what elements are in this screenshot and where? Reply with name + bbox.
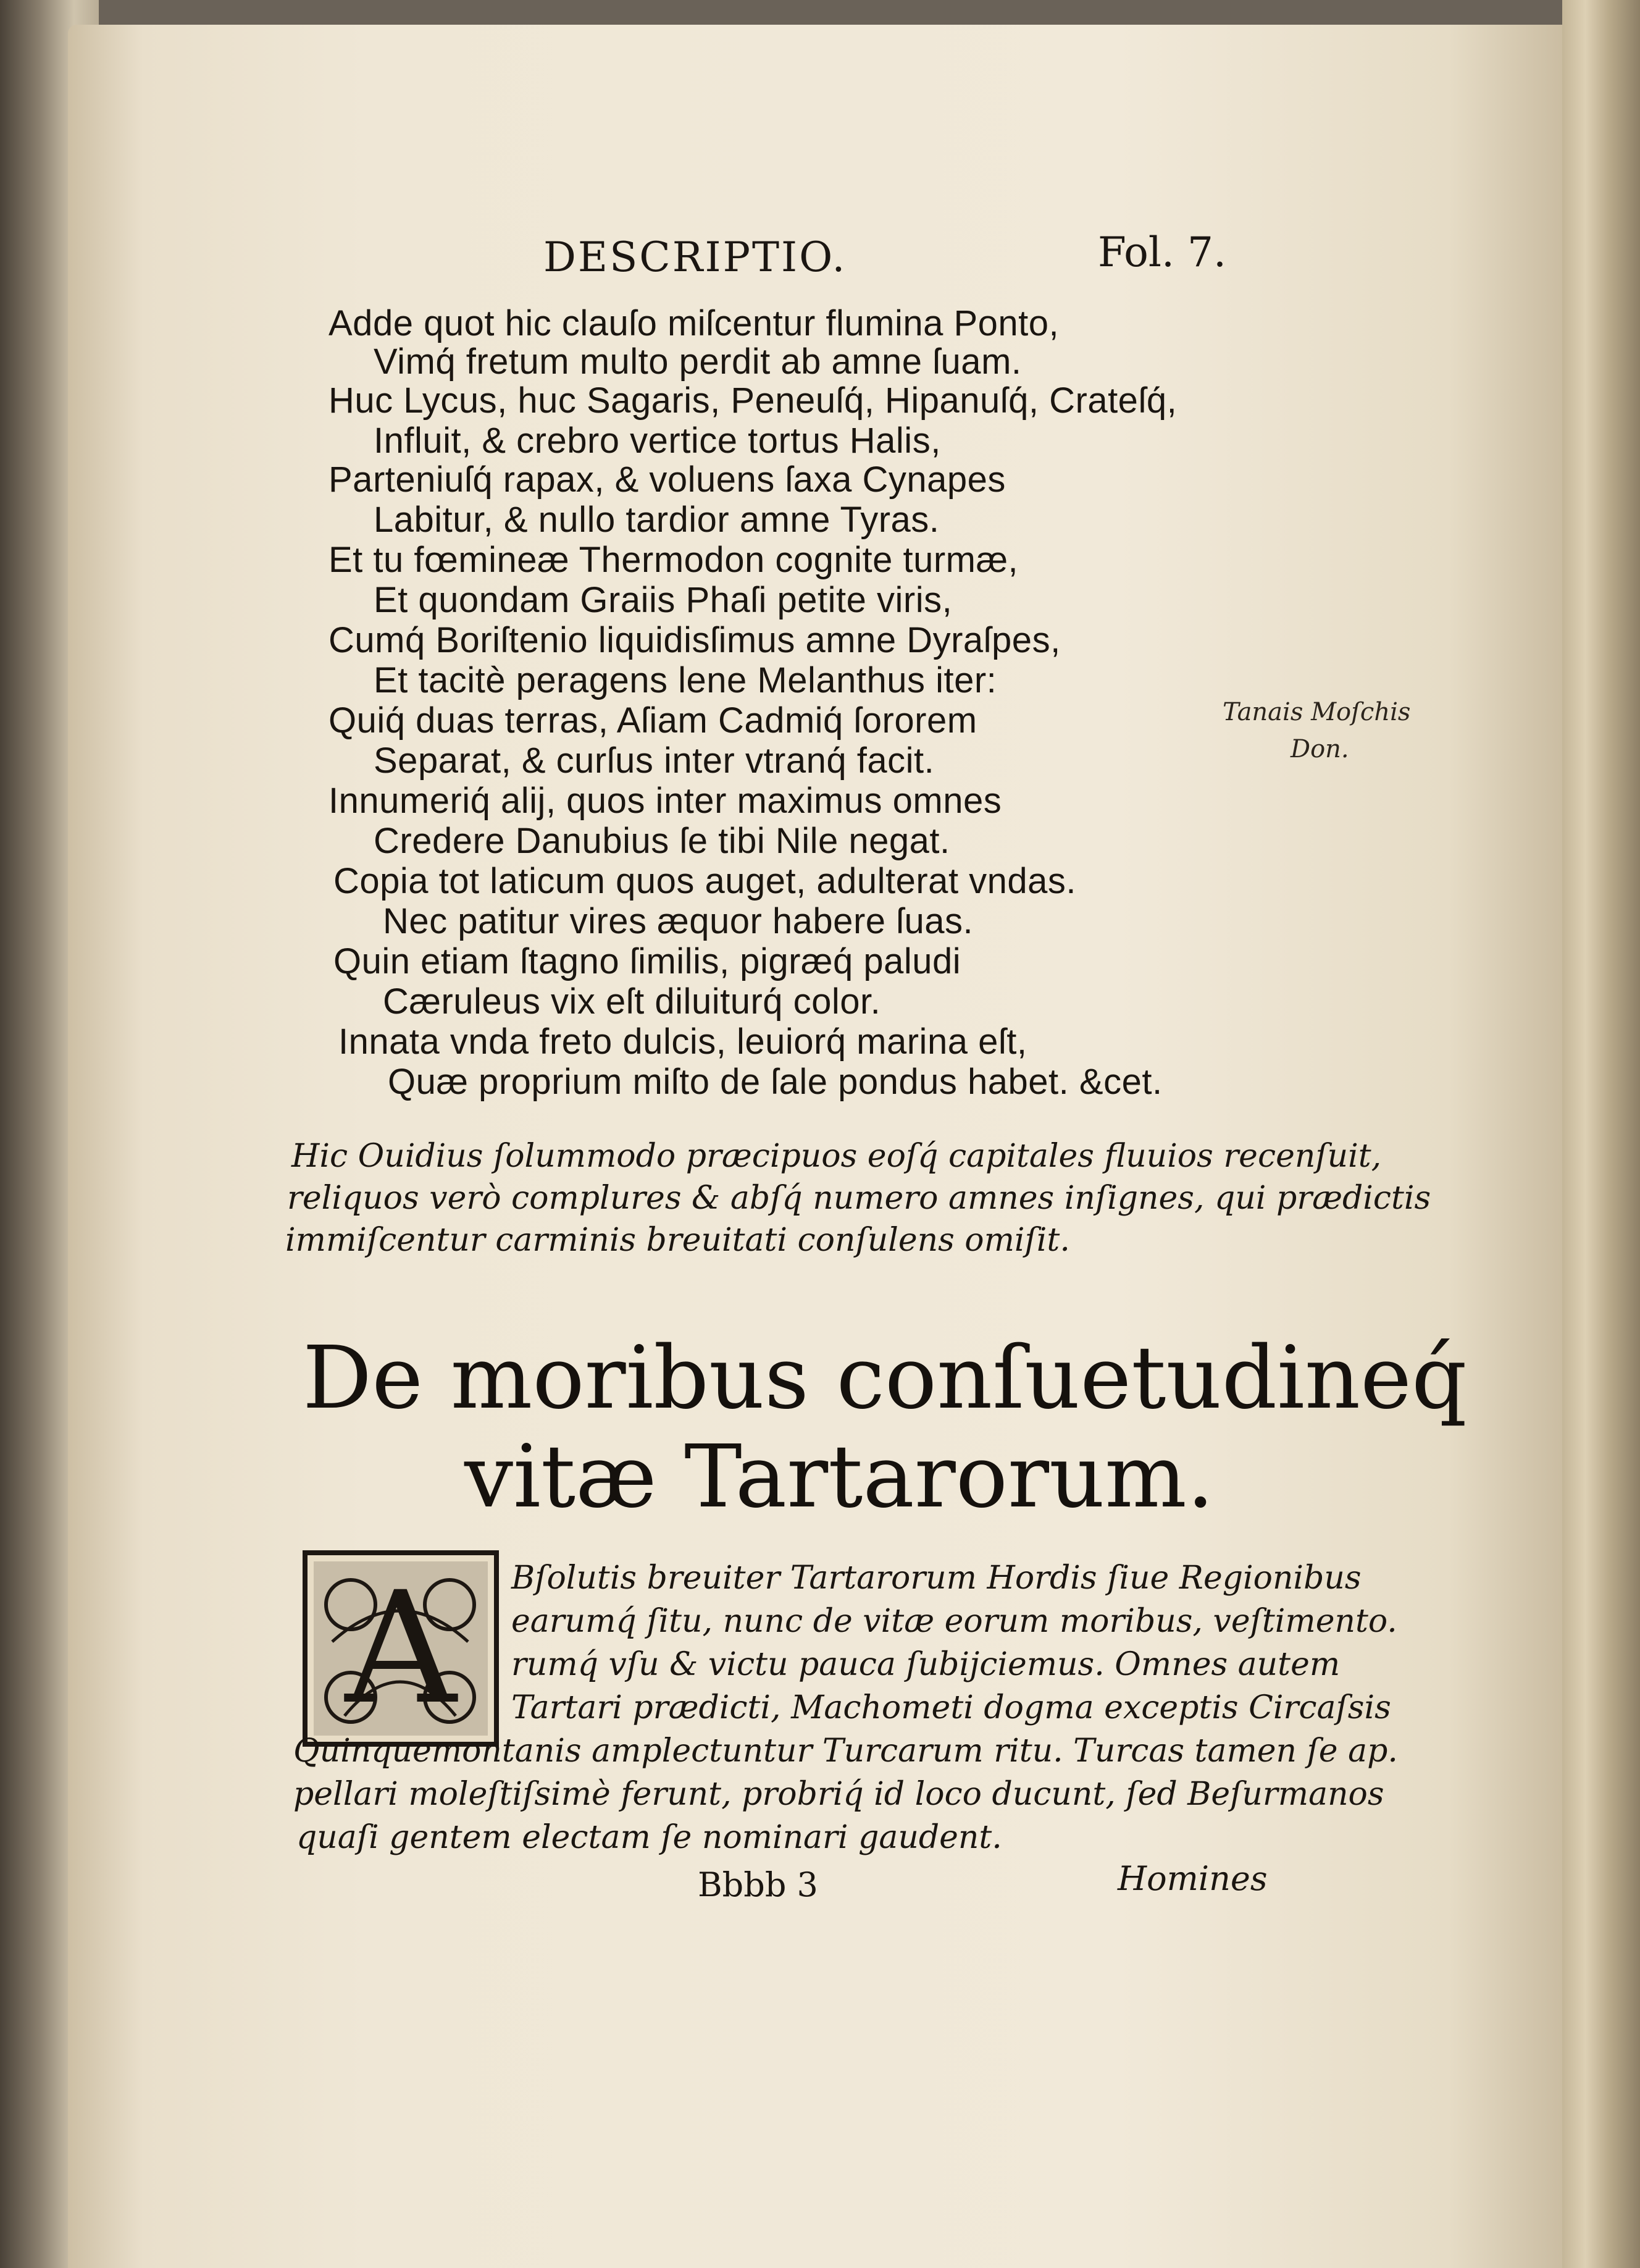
commentary-line: Hic Ouidius ſolummodo præcipuos eoſq́ capitales fluuios recenſuit, — [291, 1138, 1382, 1175]
verse-line: Innata vnda freto dulcis, leuiorq́ marina eſt, — [338, 1022, 1027, 1062]
body-line: earumq́ ſitu, nunc de vitæ eorum moribus, veſtimento. — [511, 1603, 1397, 1640]
running-title: DESCRIPTIO. — [543, 233, 847, 281]
verse-line: Separat, & curſus inter vtranq́ facit. — [374, 741, 935, 781]
commentary-line: reliquos verò complures & abſq́ numero amnes inſignes, qui prædictis — [287, 1180, 1431, 1217]
folio-number: Fol. 7. — [1098, 229, 1226, 276]
verse-line: Et quondam Graiis Phaſi petite viris, — [374, 580, 953, 620]
commentary-line: immiſcentur carminis breuitati conſulens omiſit. — [285, 1222, 1070, 1259]
catchword: Homines — [1118, 1859, 1268, 1898]
verse-line: Quin etiam ſtagno ſimilis, pigræq́ paludi — [333, 941, 961, 981]
verse-line: Huc Lycus, huc Sagaris, Peneuſq́, Hipanuſq́, Crateſq́, — [328, 380, 1178, 421]
body-line: Bſolutis breuiter Tartarorum Hordis ſiue Regionibus — [511, 1560, 1362, 1597]
verse-line: Labitur, & nullo tardior amne Tyras. — [374, 500, 940, 540]
verse-line: Quiq́ duas terras, Aſiam Cadmiq́ ſororem — [328, 700, 977, 741]
verse-line: Innumeriq́ alij, quos inter maximus omnes — [328, 781, 1002, 821]
body-line: Tartari prædicti, Machometi dogma exceptis Circaſsis — [511, 1689, 1391, 1726]
signature-mark: Bbbb 3 — [698, 1865, 818, 1904]
verse-line: Credere Danubius ſe tibi Nile negat. — [374, 821, 950, 861]
verse-line: Cæruleus vix eſt diluiturq́ color. — [383, 981, 881, 1022]
verse-line: Et tacitè peragens lene Melanthus iter: — [374, 660, 997, 700]
body-line: rumq́ vſu & victu pauca ſubijciemus. Omnes autem — [511, 1646, 1341, 1683]
verse-line: Vimq́ fretum multo perdit ab amne ſuam. — [374, 342, 1022, 382]
margin-note: Don. — [1291, 735, 1349, 763]
verse-line: Quæ proprium miſto de ſale pondus habet. &cet. — [388, 1062, 1163, 1102]
page-edge-right — [1562, 0, 1640, 2268]
margin-note: Tanais Moſchis — [1223, 698, 1411, 726]
verse-line: Cumq́ Boriſtenio liquidisſimus amne Dyraſpes, — [328, 620, 1061, 660]
verse-line: Parteniuſq́ rapax, & voluens ſaxa Cynapes — [328, 460, 1006, 500]
body-line: Quinquemontanis amplectuntur Turcarum ritu. Turcas tamen ſe ap. — [293, 1732, 1398, 1770]
verse-line: Nec patitur vires æquor habere ſuas. — [383, 901, 974, 941]
body-line: pellari moleſtiſsimè ferunt, probriq́ id loco ducunt, ſed Beſurmanos — [293, 1776, 1384, 1813]
section-heading: vitæ Tartarorum. — [464, 1427, 1215, 1527]
verse-line: Influit, & crebro vertice tortus Halis, — [374, 421, 941, 461]
initial-letter: A — [345, 1558, 457, 1738]
verse-line: Et tu fœmineæ Thermodon cognite turmæ, — [328, 540, 1019, 580]
verse-line: Adde quot hic clauſo miſcentur flumina Ponto, — [328, 303, 1060, 343]
body-line: quaſi gentem electam ſe nominari gaudent. — [296, 1819, 1002, 1856]
section-heading: De moribus conſuetudineq́ — [303, 1328, 1467, 1429]
verse-line: Copia tot laticum quos auget, adulterat vndas. — [333, 861, 1077, 901]
decorated-initial — [303, 1550, 499, 1747]
